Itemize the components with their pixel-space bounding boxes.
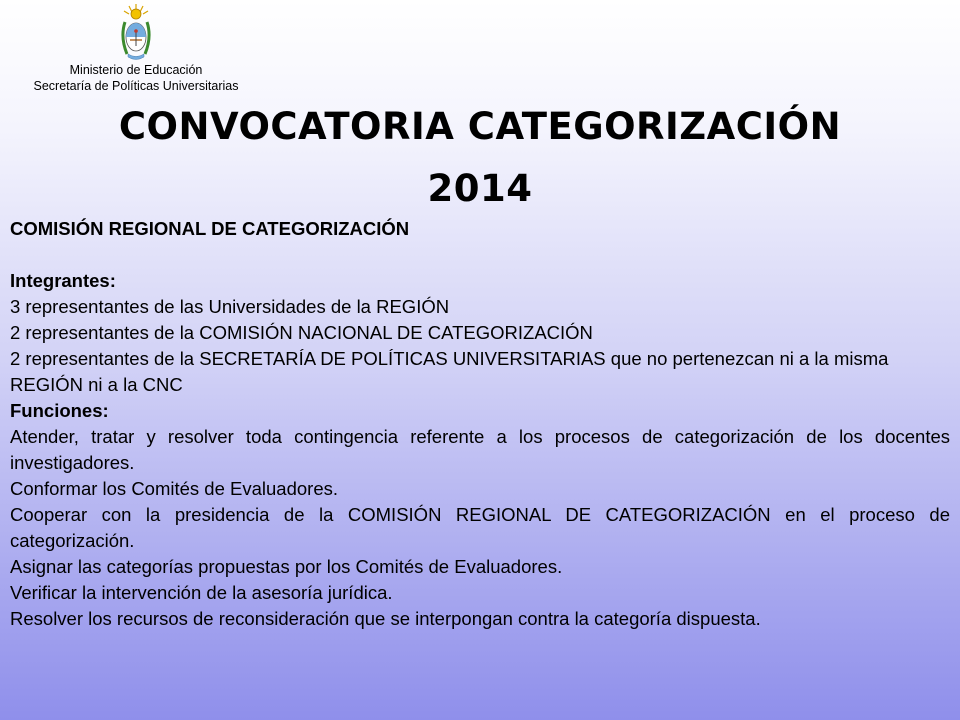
- secretariat-name: Secretaría de Políticas Universitarias: [33, 79, 239, 93]
- funcion-item: Cooperar con la presidencia de la COMISIÓN REGIONAL DE CATEGORIZACIÓN en el proceso de categorización.: [10, 504, 950, 551]
- ministry-name: Ministerio de Educación: [69, 63, 203, 77]
- funcion-item: Atender, tratar y resolver toda contingencia referente a los procesos de categorización de los docentes investigadores.: [10, 426, 950, 473]
- integrantes-label: Integrantes:: [10, 270, 116, 291]
- integrante-item: 2 representantes de la COMISIÓN NACIONAL DE CATEGORIZACIÓN: [10, 322, 593, 343]
- argentina-coat-of-arms-icon: [119, 2, 153, 62]
- funcion-item: Resolver los recursos de reconsideración que se interpongan contra la categoría dispuesta.: [10, 608, 761, 629]
- integrante-item: 3 representantes de las Universidades de la REGIÓN: [10, 296, 450, 317]
- page-title: [0, 96, 960, 220]
- spacer: [10, 242, 950, 268]
- title-line-1: CONVOCATORIA CATEGORIZACIÓN: [118, 105, 842, 148]
- body-content: [10, 216, 950, 632]
- funciones-label: Funciones:: [10, 400, 109, 421]
- integrante-item: 2 representantes de la SECRETARÍA DE POLÍTICAS UNIVERSITARIAS que no pertenezcan ni a la misma REGIÓN ni a la CNC: [10, 348, 889, 395]
- header: [0, 0, 272, 94]
- title-year: 2014: [427, 167, 533, 210]
- funcion-item: Asignar las categorías propuestas por los Comités de Evaluadores.: [10, 556, 563, 577]
- funcion-item: Conformar los Comités de Evaluadores.: [10, 478, 339, 499]
- section-heading: COMISIÓN REGIONAL DE CATEGORIZACIÓN: [10, 218, 410, 239]
- funcion-item: Verificar la intervención de la asesoría jurídica.: [10, 582, 393, 603]
